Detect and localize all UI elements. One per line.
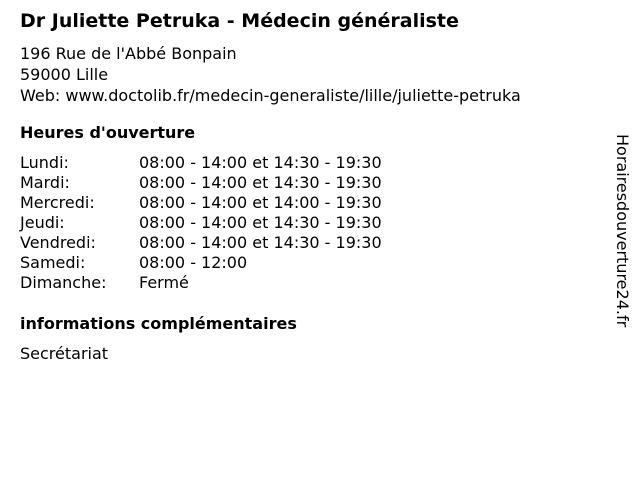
time-range: 08:00 - 14:00 et 14:30 - 19:30 — [139, 233, 382, 252]
day-label: Vendredi: — [20, 233, 96, 252]
hours-row-thursday — [20, 213, 382, 233]
day-label: Lundi: — [20, 153, 69, 172]
day-label: Jeudi: — [20, 213, 65, 232]
time-range: 08:00 - 14:00 et 14:30 - 19:30 — [139, 153, 382, 172]
hours-row-tuesday — [20, 173, 382, 193]
hours-row-sunday — [20, 273, 382, 293]
site-watermark: Horairesdouverture24.fr — [613, 134, 632, 328]
hours-row-wednesday — [20, 193, 382, 213]
day-label: Samedi: — [20, 253, 86, 272]
time-range: 08:00 - 14:00 et 14:30 - 19:30 — [139, 213, 382, 232]
website-link[interactable]: Web: www.doctolib.fr/medecin-generaliste/lille/juliette-petruka — [20, 86, 521, 105]
city-postcode: 59000 Lille — [20, 65, 109, 84]
day-label: Dimanche: — [20, 273, 107, 292]
address-block — [20, 43, 521, 106]
day-label: Mercredi: — [20, 193, 95, 212]
day-label: Mardi: — [20, 173, 70, 192]
time-range: 08:00 - 14:00 et 14:00 - 19:30 — [139, 193, 382, 212]
hours-row-monday — [20, 153, 382, 173]
time-range: 08:00 - 14:00 et 14:30 - 19:30 — [139, 173, 382, 192]
additional-info-text: Secrétariat — [20, 344, 109, 363]
time-range: Fermé — [139, 273, 189, 292]
opening-hours-heading: Heures d'ouverture — [20, 123, 196, 142]
street-address: 196 Rue de l'Abbé Bonpain — [20, 44, 237, 63]
opening-hours-table — [20, 153, 382, 293]
hours-row-saturday — [20, 253, 382, 273]
additional-info-heading: informations complémentaires — [20, 314, 297, 333]
page-title: Dr Juliette Petruka - Médecin généraliste — [20, 10, 459, 32]
hours-row-friday — [20, 233, 382, 253]
time-range: 08:00 - 12:00 — [139, 253, 248, 272]
